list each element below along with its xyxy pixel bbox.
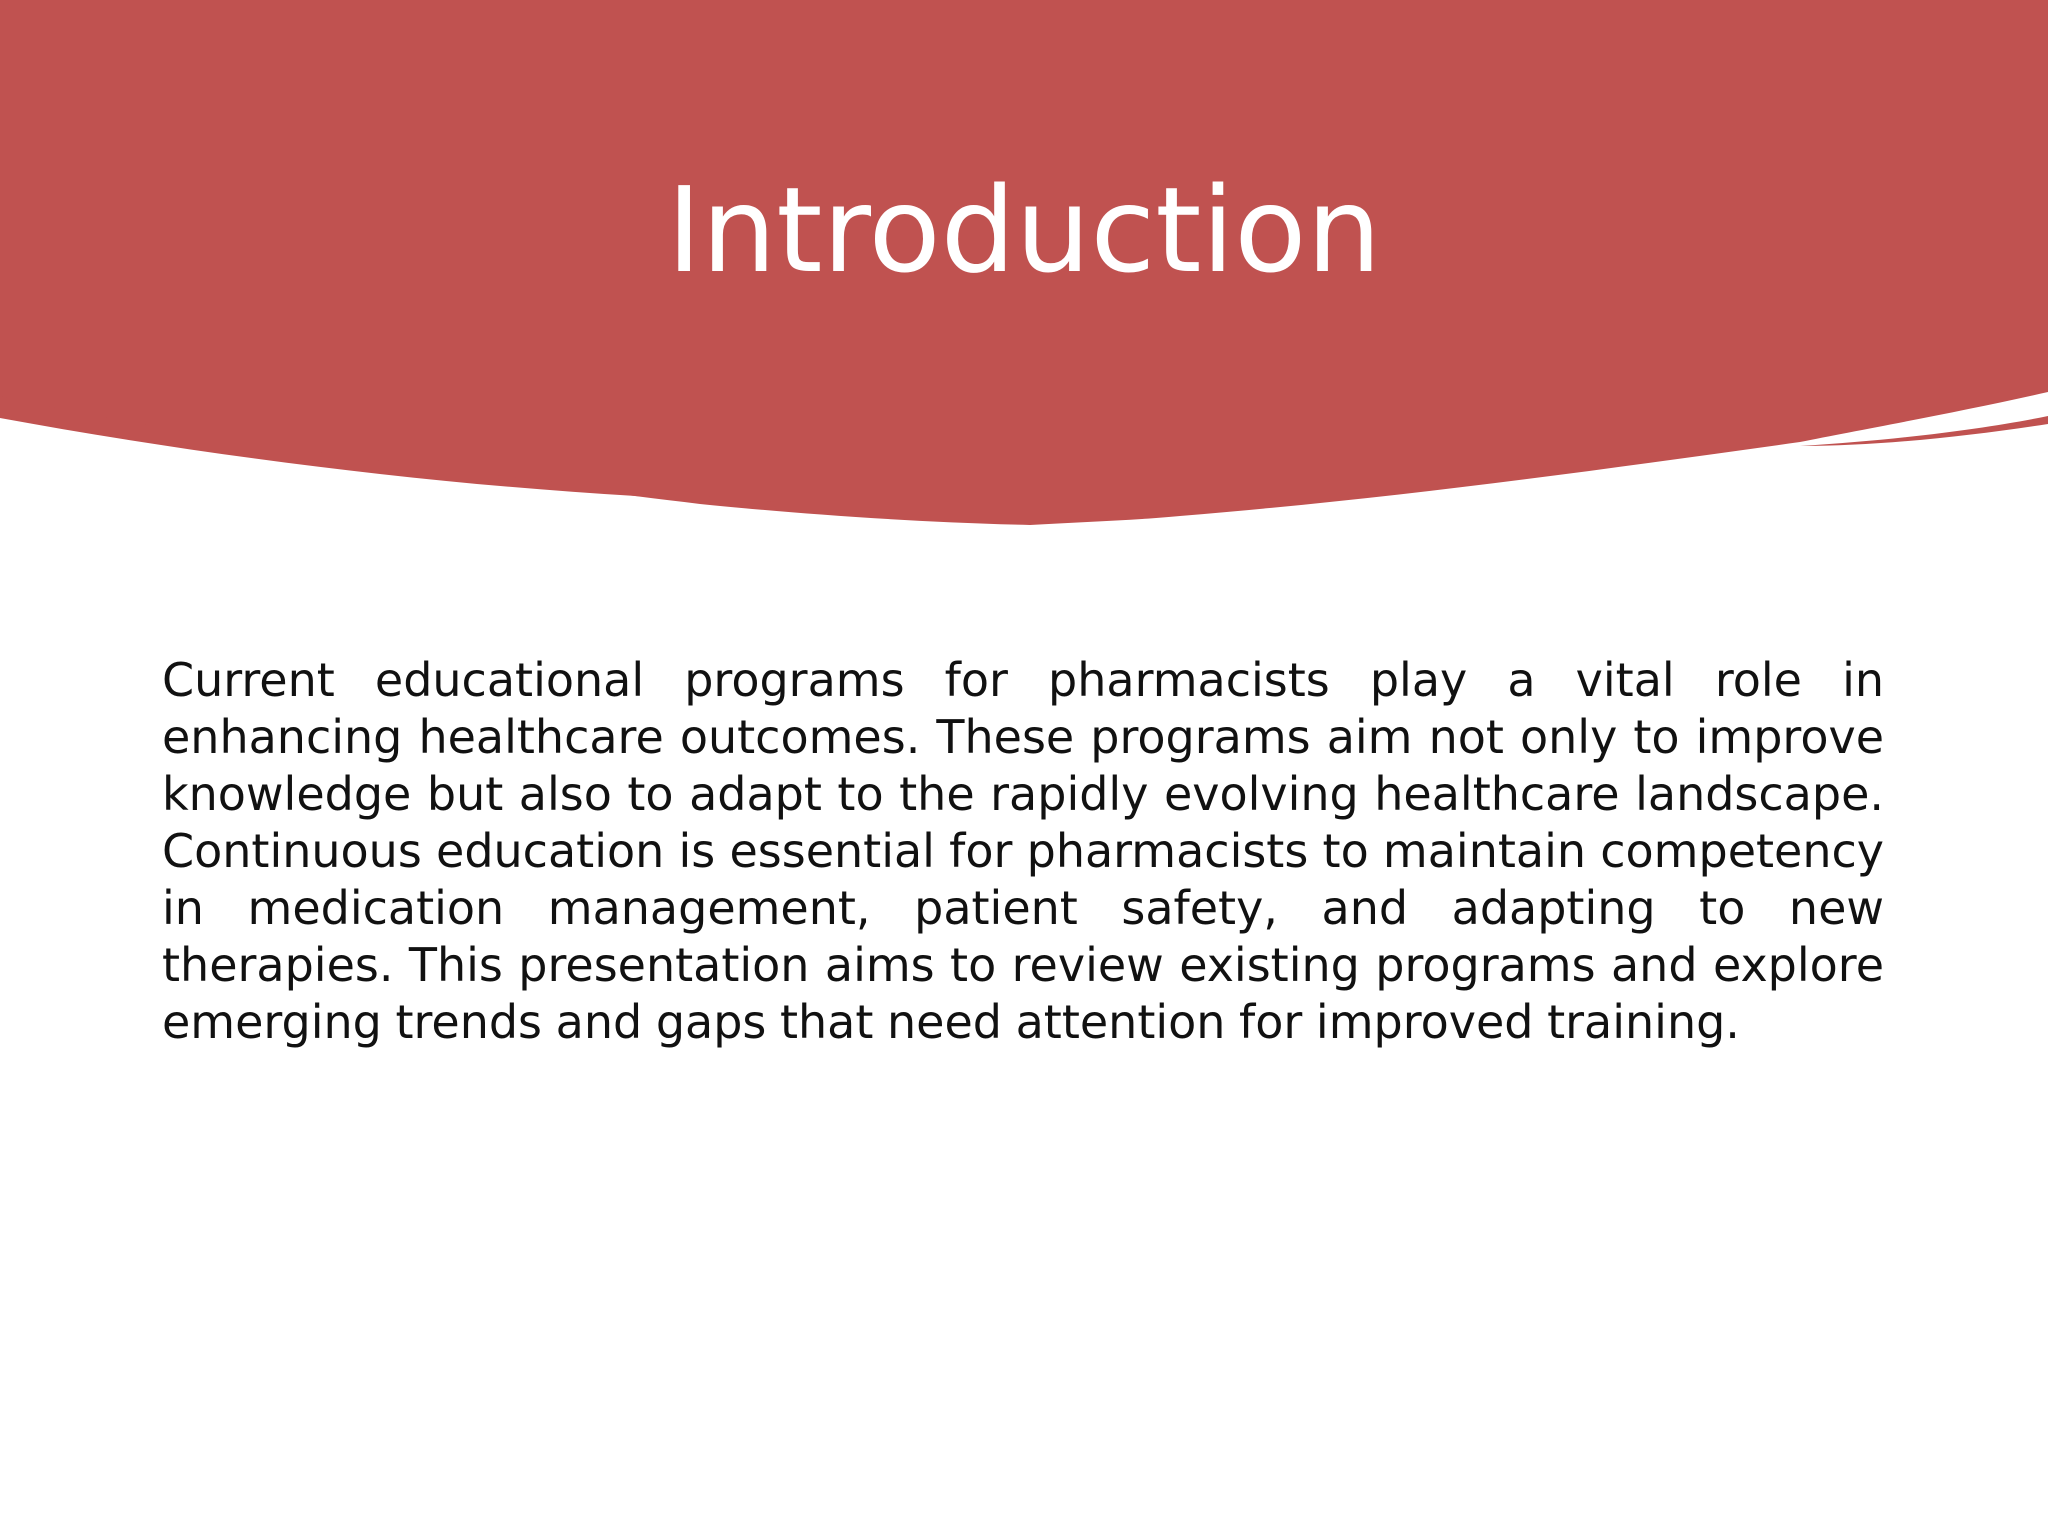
slide-title: Introduction	[666, 161, 1382, 299]
slide-body-text: Current educational programs for pharmacists play a vital role in enhancing healthcare outcomes. These programs aim not only to improve knowledge but also to adapt to the rapidly evolving healthcare landscape. Continuous education is essential for pharmacists to maintain competency in medication management, patient safety, and adapting to new therapies. This presentation aims to review existing programs and explore emerging trends and gaps that need attention for improved training.	[162, 653, 1884, 1049]
